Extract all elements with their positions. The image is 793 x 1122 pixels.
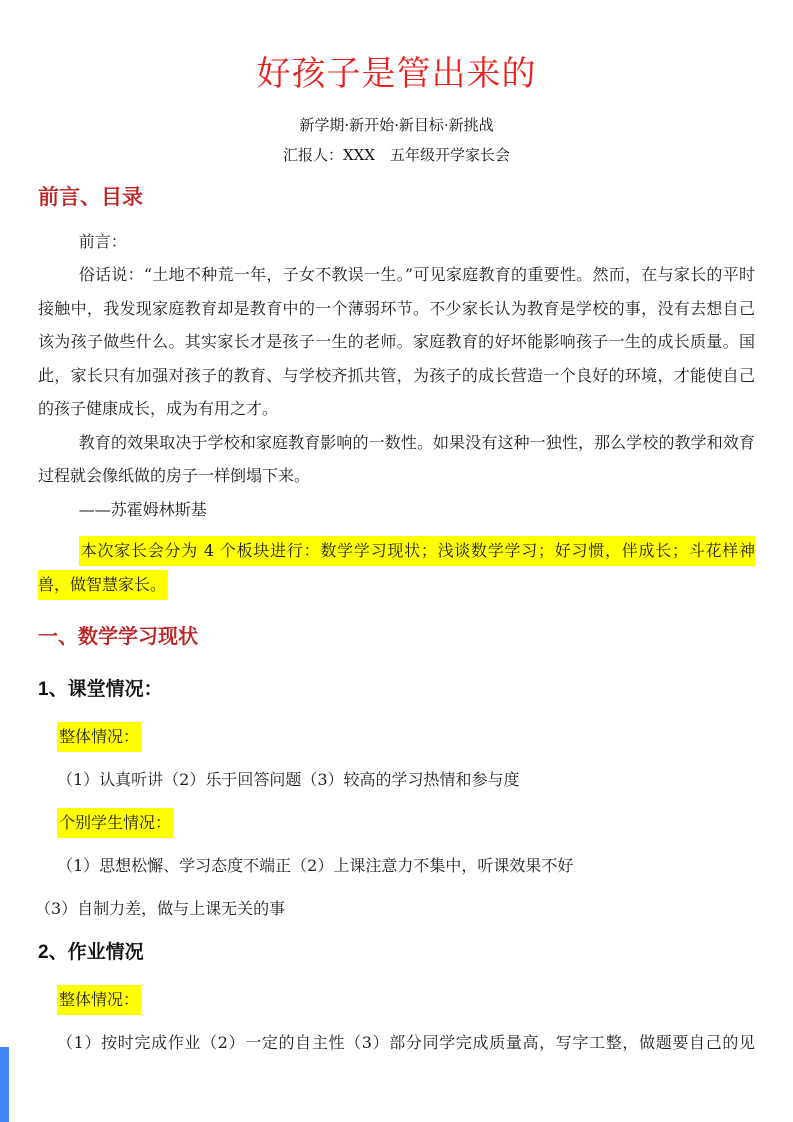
individual-students-label xyxy=(38,806,755,839)
classroom-overall-label xyxy=(38,720,755,753)
quote-attribution: ——苏霍姆林斯基 xyxy=(78,499,207,519)
individual-items-line-2: （3）自制力差，做与上课无关的事 xyxy=(35,899,286,918)
intro-paragraph-1: 俗话说：“土地不种荒一年，子女不教误一生。”可见家庭教育的重要性。然而，在与家长的平时接触中，我发现家庭教育却是教育中的一个薄弱环节。不少家长认为教育是学校的事，没有去想自己该为孩子做些什么。其实家长才是孩子一生的老师。家庭教育的好坏能影响孩子一生的成长质量。国此，家长只有加强对孩子的教育、与学校齐抓共管，为孩子的成长营造一个良好的环境，才能使自己的孩子健康成长，成为有用之才。 xyxy=(38,265,755,418)
subheading-homework: 2、作业情况 xyxy=(38,942,144,963)
individual-students-label-mark: 个别学生情况： xyxy=(57,808,173,838)
classroom-overall-items: （1）认真听讲（2）乐于回答问题（3）较高的学习热情和参与度 xyxy=(57,770,520,789)
classroom-overall-label-mark: 整体情况： xyxy=(57,722,141,752)
agenda-highlight-paragraph xyxy=(38,534,755,602)
intro-paragraph-2: 教育的效果取决于学校和家庭教育影响的一数性。如果没有这种一独性，那么学校的教学和效育过程就会像纸做的房子一样倒塌下来。 xyxy=(38,432,755,485)
intro-label: 前言： xyxy=(78,232,127,251)
heading-intro-toc: 前言、目录 xyxy=(38,186,143,209)
blue-edge-bar xyxy=(0,1047,9,1122)
page-title: 好孩子是管出来的 xyxy=(256,54,537,94)
homework-overall-items: （1）按时完成作业（2）一定的自主性（3）部分同学完成质量高，写字工整，做题要自己的见 xyxy=(57,1033,755,1052)
individual-items-line-1: （1）思想松懈、学习态度不端正（2）上课注意力不集中，听课效果不好 xyxy=(57,856,574,875)
subtitle: 新学期·新开始·新目标·新挑战 xyxy=(299,116,494,134)
homework-overall-label xyxy=(38,983,755,1016)
reporter-line: 汇报人：XXX 五年级开学家长会 xyxy=(282,146,511,164)
heading-section-1: 一、数学学习现状 xyxy=(38,626,198,648)
homework-overall-label-mark: 整体情况： xyxy=(57,985,141,1015)
subheading-classroom: 1、课堂情况： xyxy=(38,679,163,700)
agenda-highlight-mark: 本次家长会分为 4 个板块进行：数学学习现状；浅谈数学学习；好习惯，伴成长；斗花样神兽，做智慧家长。 xyxy=(38,536,755,600)
